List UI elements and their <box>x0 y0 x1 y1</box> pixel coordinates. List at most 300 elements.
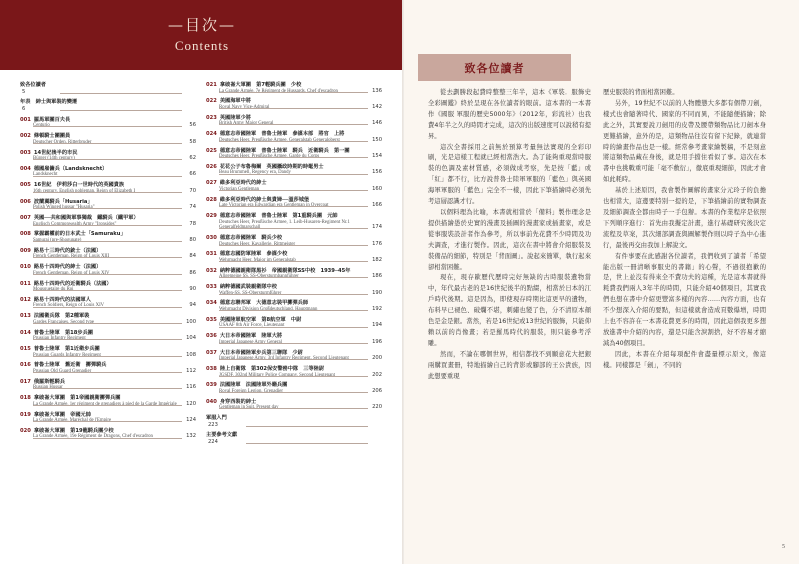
toc-entry-title: 英國──共和國與軍事獨裁 鐵騎兵（鐵甲軍） <box>33 215 139 221</box>
toc-entry-number: 007 <box>20 215 31 221</box>
toc-entry-page: 194 <box>372 322 382 329</box>
toc-entry[interactable] <box>20 313 196 325</box>
toc-entry-number: 010 <box>20 264 31 271</box>
toc-entry-number: 009 <box>20 247 31 254</box>
toc-entry-page: 112 <box>186 367 196 374</box>
leader-rule <box>33 225 182 226</box>
preface-paragraph: 從去劃勝段起費時整整三年半，這本《軍裝．服飾史全彩圖鑑》終於呈現在各位讀者的眼前。這本書的一本書作《國服 軍服的歷史5000年》（2012年，彩流社）也我費4年半之久的時間才完成，這次的出版速度可以說稍有提昇。 <box>428 89 591 140</box>
toc-entry-number: 023 <box>206 114 217 121</box>
toc-entry-english: Russian Hussar <box>33 385 63 391</box>
toc-entry-page: 182 <box>372 256 382 263</box>
toc-entry[interactable] <box>206 268 382 280</box>
toc-entry-english: Deutscher Orden, Ritterbruder <box>33 139 92 145</box>
toc-entry-page: 100 <box>186 318 196 325</box>
preface-banner <box>418 54 571 81</box>
preface-column-left <box>428 88 591 382</box>
toc-entry-heading <box>20 82 196 89</box>
toc-entry-english: Royal Foreign Legion, Grenadier <box>219 388 283 394</box>
toc-entry[interactable] <box>20 150 196 162</box>
toc-entry-heading <box>20 362 196 369</box>
toc-entry-english: Samurai (pre-Shogunate) <box>33 237 82 243</box>
leader-rule <box>219 157 368 158</box>
toc-entry-heading <box>20 215 196 222</box>
toc-entry[interactable] <box>20 99 196 112</box>
toc-entry-title: 納粹德國武裝親衛隊中校 <box>219 284 277 291</box>
toc-entry[interactable] <box>206 284 382 296</box>
toc-entry-english: Bürger (14th century) <box>33 156 75 162</box>
toc-entry-heading <box>206 268 382 275</box>
toc-entry-page: 58 <box>189 138 196 145</box>
toc-entry-number: 038 <box>206 365 217 372</box>
toc-entry-heading <box>206 213 382 220</box>
toc-entry-page: 80 <box>189 236 196 243</box>
toc-entry-english: Deutsches Heer, Preußische Armee, Garde du Corps <box>219 154 320 160</box>
toc-entry-page: 62 <box>189 155 196 162</box>
toc-entry-number: 015 <box>20 346 31 352</box>
leader-rule <box>33 192 182 193</box>
toc-entry-number: 005 <box>20 182 31 189</box>
toc-entry-page: 154 <box>372 153 382 160</box>
toc-entry[interactable] <box>20 412 196 424</box>
toc-entry-page: 5 <box>22 88 26 95</box>
toc-entry-heading <box>206 317 382 324</box>
preface-page <box>404 0 799 564</box>
leader-rule <box>219 277 368 278</box>
preface-paragraph: 現在，現存歐歷代歷時完好無缺的古時服裝遺物當中，年代最古老的是16世紀後半的點綴，相當於日本的江戶時代後期。這是因為，即使現存時期比這更早的遺物，布料早已褪色、破爛不堪，刺繡也變了色，分不清原本顏色是金是銀。當然，若是16世紀或13世紀的服飾，只能仰賴以前的肖像畫；若是羅馬時代的服裝，則只能參考浮雕。 <box>428 274 591 347</box>
toc-entry[interactable] <box>206 415 382 428</box>
toc-entry-title: 陸上自衛隊 第302保安警務中隊 三等陸尉 <box>219 365 325 372</box>
toc-entry-number: 003 <box>20 149 31 156</box>
toc-entry-heading <box>20 166 196 173</box>
toc-entry-page: 202 <box>372 371 382 378</box>
leader-rule <box>219 408 368 409</box>
toc-entry-title: 法國陸軍 法國陸軍外籍兵團 <box>219 382 288 389</box>
toc-entry-number: 029 <box>206 213 217 219</box>
toc-entry-title: 維多利亞時代的紳士 <box>219 180 267 187</box>
leader-rule <box>33 356 182 357</box>
toc-entry-title: 美國海軍中將 <box>219 98 251 105</box>
toc-entry-title: 路易十四時代的紳士（法國） <box>33 264 102 271</box>
toc-entry-heading <box>206 164 382 171</box>
toc-entry[interactable] <box>206 235 382 247</box>
leader-rule <box>219 376 368 377</box>
toc-entry-title: 羅馬軍團百夫長 <box>33 116 71 123</box>
toc-entry-title: 普魯士陸軍 第1近衛步兵團 <box>33 346 100 352</box>
toc-entry-english: Late Victorian era Edwardian era Gentleman in Overcoat <box>219 203 329 209</box>
toc-entry-english: Gentleman in Suit, Present day <box>219 405 279 411</box>
toc-entry-number: 017 <box>20 378 31 385</box>
toc-entry-number: 025 <box>206 147 217 154</box>
toc-entry-number: 024 <box>206 131 217 138</box>
leader-rule <box>33 421 182 422</box>
toc-entry-heading <box>20 346 196 353</box>
toc-entry-number: 031 <box>206 251 217 258</box>
preface-heading: 致各位讀者 <box>464 62 525 75</box>
toc-entry-english: Victorian Gentleman <box>219 186 260 192</box>
toc-entry-heading <box>20 117 196 124</box>
toc-entry-english: La Grande Armée, 19e Régiment de Dragons, Chef d'escadron <box>33 434 153 440</box>
toc-entry-english: La Grande Armée, 7e Régiment de Hussards, Chef d'escadron <box>219 88 338 94</box>
toc-entry-number: 019 <box>20 411 31 418</box>
toc-entry-title: 德意志帝國陸軍 普魯士陸軍 騎兵 近衛騎兵 第一團 <box>219 147 350 154</box>
toc-entry-number: 004 <box>20 165 31 172</box>
leader-rule <box>219 245 368 246</box>
leader-rule <box>33 405 182 406</box>
toc-entry-english: Imperial Japanese Army General <box>219 339 282 345</box>
toc-entry-page: 90 <box>189 286 196 293</box>
toc-entry-heading <box>20 264 196 271</box>
toc-entry-title: 英國陸軍少將 <box>219 114 251 121</box>
toc-entry-title: 拿破崙大軍團 帝國元帥 <box>33 411 91 418</box>
toc-entry-heading <box>20 313 196 320</box>
toc-entry-number: 011 <box>20 280 31 287</box>
toc-entry-title: 德國雇傭兵（Landsknecht） <box>33 165 108 172</box>
toc-entry-page: 116 <box>186 384 196 391</box>
toc-entry-heading <box>20 297 196 304</box>
toc-entry-number: 034 <box>206 300 217 307</box>
preface-paragraph: 基於上述原因，我會製作圖解的畫家分元玲子的負擔也相當大，這邊要特別一提的是，下筆描繪前的實物調查及細節調查全都由時子一手包辦。本書的作業程序是依照下列順序進行：首先由我擬定計畫，進行基礎研究後決定流程及草案，其次細部調查與圖解製作則以時子為中心進行，最後再交由我加上解說文。 <box>603 187 766 249</box>
toc-entry-heading <box>206 399 382 406</box>
toc-entry-english: Prussian Old Guard Grenadier <box>33 368 92 374</box>
toc-entry-page: 66 <box>189 171 196 178</box>
toc-entry-english: French Gentleman, Reign of Louis XIV <box>33 270 110 276</box>
leader-rule <box>33 159 182 160</box>
leader-rule <box>219 392 368 393</box>
toc-entry-heading <box>206 432 382 439</box>
leader-rule <box>219 92 368 93</box>
leader-rule <box>219 174 368 175</box>
toc-entry[interactable] <box>20 199 196 211</box>
toc-entry-english: Englisch Commonwealth Army "Ironsides" <box>33 221 117 227</box>
toc-entry-number: 012 <box>20 296 31 303</box>
toc-entry-number: 036 <box>206 333 217 340</box>
contents-column-right <box>206 82 382 450</box>
toc-entry-page: 200 <box>372 355 382 362</box>
toc-entry[interactable] <box>20 379 196 391</box>
toc-entry[interactable] <box>206 366 382 378</box>
toc-entry-number: 002 <box>20 133 31 140</box>
toc-entry-heading <box>20 428 196 435</box>
toc-entry-title: 俄羅斯輕騎兵 <box>33 378 65 385</box>
toc-entry[interactable] <box>206 350 382 362</box>
toc-entry-page: 166 <box>372 202 382 209</box>
toc-entry-page: 156 <box>372 169 382 176</box>
toc-entry-heading <box>206 197 382 204</box>
toc-entry-title: 德意志帝國陸軍 普魯士陸軍 第1重騎兵團 元帥 <box>219 213 338 219</box>
leader-rule <box>219 310 368 311</box>
toc-entry-title: 16世紀 伊莉莎白一世時代的英國貴族 <box>33 182 125 189</box>
toc-entry[interactable] <box>206 148 382 160</box>
preface-paragraph: 有件事要在此感謝各位讀者，我們收到了讀者「希望能出版一冊清晰事服史的書籍」的心聲，不過很抱歉的是，世上並沒有得來全不費功夫的這種，光是這本書就得耗費我們兩人3年半的時間，只能介紹40個項目，其實我們也想在書中介紹更豐富多樣的內容……內容方面，也有不少想深入介紹的要點，但這樣就會造成頁數爆增，時間上也不容許在一本書花費更多的時間，因此這個我更多想放進書中介紹的內容，還是只能含淚割捨，好不容易才縮減為40個項目。 <box>603 252 766 347</box>
toc-entry-page: 120 <box>186 400 196 407</box>
toc-entry[interactable] <box>20 428 196 440</box>
leader-rule <box>33 290 182 291</box>
leader-rule <box>33 143 182 144</box>
leader-rule <box>33 372 182 373</box>
preface-paragraph: 然而，不論在哪個世界，相信都找不到願意花大把銀兩購買畫冊，特地描繪自己的背影或腳部的王公貴族，因此想要重現 <box>428 350 591 380</box>
toc-entry[interactable] <box>206 300 382 312</box>
toc-entry-heading <box>20 150 196 157</box>
toc-entry-number: 020 <box>20 427 31 434</box>
contents-header <box>0 0 404 70</box>
toc-entry-title: 條頓騎士團團員 <box>33 133 71 140</box>
toc-entry-english: Prussian Infantry Regiment <box>33 336 86 342</box>
toc-entry-page: 74 <box>189 204 196 211</box>
leader-rule <box>219 108 368 109</box>
toc-entry-heading <box>206 300 382 307</box>
toc-entry[interactable] <box>206 432 382 445</box>
toc-entry-page: 186 <box>372 273 382 280</box>
toc-entry-heading <box>20 231 196 238</box>
preface-paragraph: 歷史服裝的背面相當困難。 <box>603 89 679 96</box>
toc-entry-heading <box>20 248 196 255</box>
toc-entry-heading <box>20 182 196 189</box>
toc-entry-title: 德意志帝國陸軍 騎兵少校 <box>219 234 283 241</box>
preface-paragraph: 這次全書採用之前無於預算考量無法實現的全彩印刷，光是這樣工程就已經相當浩大。為了能夠重現當時服裝的色調及素材質感，必須做成考察，先是按「藍」或「紅」都不行，比方說普魯士陸軍軍服的「藍色」與英國海軍軍服的「藍色」完全不一樣，因此下筆描繪時必須先考這層認識才行。 <box>428 143 591 206</box>
toc-entry-title: 年表 紳士與軍裝的變遷 <box>20 99 78 106</box>
toc-entry-english: USAAF 8th Air Force, Lieutenant <box>219 323 285 329</box>
toc-entry-english: Wehrmacht Division Großdeutschland, Hauptmann <box>219 307 318 313</box>
toc-entry-number: 016 <box>20 362 31 369</box>
toc-entry-heading <box>206 251 382 258</box>
toc-entry-page: 142 <box>372 103 382 110</box>
preface-paragraph: 因此，本書在介紹每項配件會盡量標示原文，像這樣。同樣都是「劍」，不同的 <box>603 350 766 369</box>
toc-entry-number: 030 <box>206 234 217 241</box>
toc-entry-page: 190 <box>372 289 382 296</box>
toc-entry-page: 196 <box>372 338 382 345</box>
toc-entry-title: 14世紀後半的市民 <box>33 149 78 156</box>
toc-entry-english: Deutsches Heer, Kavallerie, Rittmeister <box>219 241 296 247</box>
toc-entry-page: 94 <box>189 302 196 309</box>
toc-entry-title: 路易十四時代的法國軍人 <box>33 296 91 303</box>
toc-entry-heading <box>206 98 382 105</box>
toc-entry-english: La Grande Armée, Maréchal de l'Empire <box>33 418 112 424</box>
toc-entry-english: Royal Navy Vice-Admiral <box>219 104 270 110</box>
toc-entry[interactable] <box>20 395 196 407</box>
leader-rule <box>33 176 182 177</box>
leader-rule <box>33 438 182 439</box>
toc-entry-title: 普魯士陸軍 舊近衛 擲彈騎兵 <box>33 362 107 369</box>
toc-entry-page: 56 <box>189 122 196 129</box>
toc-entry[interactable] <box>206 399 382 411</box>
toc-entry[interactable] <box>20 362 196 374</box>
toc-entry-page: 132 <box>186 433 196 440</box>
toc-entry-heading <box>206 366 382 373</box>
toc-entry-heading <box>206 333 382 340</box>
preface-paragraph: 另外，19世紀不以前的人物體態大多都有個帶刀劍，樣式也會隨著時代、國家的不同而異，不能隨便描繪；除此之外，其實要說刀劍用的皮帶及腰帶類物品比刀劍本身更難描繪，意外的是，這類物品往沒有留下紀錄，就連當時的繪畫作品也是一樣。經常參考畫家繪製稿，不是刻意將這類物品藏在身後，就是用手擋住看似了事。這次在本書中也挑戰重可能「毫不敷衍」，徹底重現細節，因此才會如此耗時。 <box>603 99 766 184</box>
toc-entry-heading <box>20 199 196 206</box>
toc-entry-title: 德意志國防軍陸軍 參謀少校 <box>219 251 288 258</box>
toc-entry-page: 206 <box>372 387 382 394</box>
toc-entry-page: 124 <box>186 417 196 424</box>
toc-entry[interactable] <box>20 82 196 95</box>
toc-entry-english: French Gentleman, Reign of Louis XIII <box>33 254 110 260</box>
toc-entry-title: 維多利亞時代的紳士與貴婦──溫莎城堡 <box>219 196 310 203</box>
toc-entry[interactable] <box>20 248 196 260</box>
toc-entry-number: 040 <box>206 398 217 405</box>
toc-entry-heading <box>206 382 382 389</box>
leader-rule <box>60 110 182 111</box>
toc-entry-english: Imperial Japanese Army, 3rd Infantry Regiment, Second Lieutenant <box>219 356 349 362</box>
toc-entry[interactable] <box>20 215 196 227</box>
toc-entry-heading <box>20 281 196 288</box>
leader-rule <box>219 343 368 344</box>
toc-entry[interactable] <box>20 166 196 178</box>
toc-entry-title: 波蘭翼騎兵「Husaria」 <box>33 198 93 205</box>
toc-entry[interactable] <box>20 231 196 243</box>
toc-entry-title: 拿破崙大軍團 第1帝國親衛擲彈兵團 <box>33 395 121 402</box>
toc-entry-title: 主要參考文獻 <box>206 432 238 439</box>
toc-entry[interactable] <box>20 117 196 129</box>
toc-entry-heading <box>20 395 196 402</box>
leader-rule <box>246 426 368 427</box>
toc-entry-heading <box>206 82 382 89</box>
leader-rule <box>219 294 368 295</box>
toc-entry-page: 70 <box>189 187 196 194</box>
toc-entry[interactable] <box>206 197 382 209</box>
toc-entry[interactable] <box>20 133 196 145</box>
toc-entry[interactable] <box>206 333 382 345</box>
toc-entry-title: 德意志聯邦軍 大德意志裝甲擲彈兵師 <box>219 300 309 307</box>
toc-entry-page: 176 <box>372 240 382 247</box>
leader-rule <box>219 359 368 360</box>
leader-rule <box>33 257 182 258</box>
toc-entry[interactable] <box>20 297 196 309</box>
toc-entry[interactable] <box>206 115 382 127</box>
toc-entry-heading <box>20 379 196 386</box>
toc-entry-english: Centurio <box>33 123 50 129</box>
preface-paragraph: 以個料理為比喻，本書就相當於「備料」製作理念是提供描繪愚於史實的漫畫及插圖的漫畫家或插畫家，或是從事服裝設計者作為參考，所以事前先花費不少時間及功夫調查，才進行製作。因此，這次在書中將會介紹服裝及裝備品的細節，特別是「背面圖」。說起來簡單，執行起來卻相當困難。 <box>428 208 591 271</box>
leader-rule <box>219 190 368 191</box>
toc-entry-heading <box>206 350 382 357</box>
toc-entry[interactable] <box>206 213 382 231</box>
toc-entry-english: Deutsches Heer, Preußische Armee, Generalstab Generaloberst <box>219 137 340 143</box>
toc-entry-english: 16th century, English nobleman, Reign of Elizabeth I <box>33 188 136 194</box>
toc-entry[interactable] <box>20 346 196 358</box>
toc-entry-number: 039 <box>206 382 217 389</box>
toc-entry-heading <box>206 148 382 155</box>
toc-entry[interactable] <box>20 182 196 194</box>
toc-entry-number: 028 <box>206 196 217 203</box>
toc-entry-heading <box>206 131 382 138</box>
toc-entry-heading <box>20 133 196 140</box>
contents-subtitle: Contents <box>174 38 230 53</box>
toc-entry-title: 致各位讀者 <box>20 82 46 88</box>
toc-entry-number: 001 <box>20 116 31 123</box>
toc-entry-title: 拿破崙大軍團 第7輕騎兵團 少校 <box>219 82 302 88</box>
toc-entry-english: Allgemeine SS, SS-Obersturmbannführer <box>219 274 299 280</box>
contents-column-left <box>20 82 196 444</box>
leader-rule <box>246 443 368 444</box>
toc-entry-english: JGSDF, 302nd Military Police Company, Second Lieutenant <box>219 372 336 378</box>
toc-entry-heading <box>206 415 382 422</box>
toc-entry-title: 納粹德國親衛隊黑衫 帝國親衛隊SS中校 1939─45年 <box>219 267 351 274</box>
toc-entry-number: 035 <box>206 316 217 323</box>
leader-rule <box>219 327 368 328</box>
toc-entry-heading <box>206 284 382 291</box>
toc-entry-number: 022 <box>206 98 217 105</box>
toc-entry-page: 146 <box>372 120 382 127</box>
leader-rule <box>219 124 368 125</box>
page-number: 5 <box>782 544 785 550</box>
toc-entry-heading <box>206 180 382 187</box>
toc-entry-number: 032 <box>206 267 217 274</box>
toc-entry-number: 006 <box>20 198 31 205</box>
toc-entry-title: 花花公子布魯梅爾 英國攝政時期的時髦男士 <box>219 163 324 170</box>
toc-entry-page: 192 <box>372 306 382 313</box>
toc-entry-english: Prussian Guards Infantry Regiment <box>33 352 101 358</box>
toc-entry-page: 84 <box>189 253 196 260</box>
toc-entry-number: 027 <box>206 180 217 187</box>
leader-rule <box>33 307 182 308</box>
toc-entry-page: 160 <box>372 185 382 192</box>
toc-entry-number: 026 <box>206 163 217 170</box>
contents-title: —目次— <box>167 16 236 34</box>
toc-entry-page: 224 <box>208 439 218 446</box>
toc-entry-number: 037 <box>206 349 217 356</box>
toc-entry-english: Beau Brummell, Regency era, Dandy <box>219 170 291 176</box>
toc-entry[interactable] <box>206 98 382 110</box>
toc-entry-title: 路易十三時代的銃士（法國） <box>33 247 102 254</box>
leader-rule <box>33 323 182 324</box>
toc-entry-english: Landsknecht <box>33 172 58 178</box>
toc-entry-heading <box>20 99 196 106</box>
toc-entry-title: 法國衛兵隊 第2種軍裝 <box>33 313 90 320</box>
toc-entry-page: 104 <box>186 335 196 342</box>
toc-entry-page: 220 <box>372 404 382 411</box>
toc-entry-title: 大日本帝國陸軍步兵第三聯隊 少尉 <box>219 349 303 356</box>
toc-entry-title: 路易十四時代的近衛騎兵（法國） <box>33 280 112 287</box>
toc-entry-english: Mousquetaire du Roi <box>33 287 74 293</box>
toc-entry[interactable] <box>206 164 382 176</box>
toc-entry-title: 身穿西裝的紳士 <box>219 398 257 405</box>
toc-entry-english: Deutsches Heer, Preußische Armee, 1. Leib-Husaren-Regiment Nr.1 Generalfeldmarschall <box>219 219 350 231</box>
leader-rule <box>33 241 182 242</box>
leader-rule <box>33 208 182 209</box>
toc-entry-english: La Grande Armée, 1er régiment de grenadiers à pied de la Garde Impériale <box>33 401 177 407</box>
toc-entry-english: British Army Major General <box>219 121 274 127</box>
toc-entry[interactable] <box>206 382 382 394</box>
toc-entry[interactable] <box>206 251 382 263</box>
leader-rule <box>33 339 182 340</box>
toc-entry[interactable] <box>206 82 382 94</box>
toc-entry-title: 德意志帝國陸軍 普魯士陸軍 參謀本部 將官 上將 <box>219 131 345 138</box>
toc-entry[interactable] <box>20 264 196 276</box>
toc-entry-number: 021 <box>206 82 217 88</box>
toc-entry[interactable] <box>206 317 382 329</box>
toc-entry[interactable] <box>206 180 382 192</box>
toc-entry-heading <box>206 235 382 242</box>
toc-entry-title: 軍服入門 <box>206 415 227 422</box>
toc-entry-page: 6 <box>22 105 26 112</box>
toc-entry-english: Waffen-SS, SS-Obersturmführer <box>219 290 282 296</box>
toc-entry-number: 018 <box>20 395 31 402</box>
toc-entry-english: French Soldiers, Reign of Louis XIV <box>33 303 105 309</box>
leader-rule <box>60 93 182 94</box>
toc-entry-page: 150 <box>372 136 382 143</box>
leader-rule <box>33 274 182 275</box>
toc-entry[interactable] <box>20 281 196 293</box>
toc-entry-english: Wehrmacht Heer, Major im Generalstab <box>219 257 296 263</box>
toc-entry[interactable] <box>20 330 196 342</box>
toc-entry-page: 78 <box>189 220 196 227</box>
toc-entry-number: 013 <box>20 313 31 320</box>
toc-entry-page: 108 <box>186 351 196 358</box>
leader-rule <box>33 126 182 127</box>
toc-entry-page: 86 <box>189 269 196 276</box>
toc-entry-heading <box>20 412 196 419</box>
toc-entry[interactable] <box>206 131 382 143</box>
